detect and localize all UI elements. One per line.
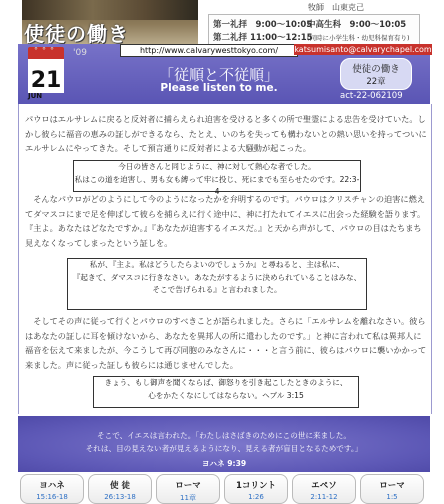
series-badge — [340, 58, 412, 90]
quote-line: 私が、『主よ。私はどうしたらよいのでしょうか』と尋ねると、主は私に、 — [89, 260, 345, 269]
conclusion-line-2: それは、目の見えない者が見えるようになり、見える者が盲目となるためです。」 — [85, 444, 363, 453]
scripture-quote-1 — [73, 160, 361, 196]
pastor-name: 牧師 山東克己 — [308, 3, 364, 12]
youth-class-time: 中高生科 9:00〜10:05 — [307, 20, 407, 30]
tab-book: エペソ — [311, 481, 337, 491]
left-strip — [0, 44, 18, 484]
paragraph-3: そしてその声に従って行くとパウロのすべきことが語られました。さらに「エルサレムを離れなさい。彼らはあなたの証しに耳を傾けないから、あなたを異邦人の所に遣わしたのです。」と神に言われて私は異邦人に福音を伝えて来ましたが、今こうして再び同胞のみなさんに・・・と言う前に、彼らはパウロに襲いかかって来ました。声に従った証しも彼らには通じませんでした。 — [25, 316, 427, 370]
quote-line: 私はこの道を迫害し、男も女も縛って牢に投じ、死にまでも至らせたのです。22:3-4 — [74, 174, 360, 196]
calendar-month: JUN — [28, 92, 43, 100]
paragraph-2: そんなパウロがどのようにして今のようになったかを弁明するのです。パウロはクリスチャンの迫害に燃えてダマスコにまで足を伸ばして彼らを捕らえに行く途中に、神に打たれてイエスに出会った経験を語ります。『主よ。あなたはどなたですか。』『あなたが迫害するイエスだ。』と天から声がして、パウロの目はたちまち見えなくなってしまったという証しを。 — [25, 194, 426, 248]
banner-photo-shade — [22, 0, 198, 20]
service-time-2: 第二礼拝 11:00〜12:15 — [213, 33, 313, 43]
series-chapter: 22章 — [366, 77, 386, 87]
calendar-icon — [28, 47, 64, 99]
banner-title: 使徒の働き — [24, 22, 129, 44]
calendar-year: '09 — [73, 48, 87, 58]
tab-reference-1[interactable] — [20, 474, 84, 504]
quote-line: 『起きて、ダマスコに行きなさい。あなたがするように決められていることはみな、 — [72, 272, 362, 282]
tab-book: 使 徒 — [110, 481, 130, 491]
sermon-title: 「従順と不従順」 — [158, 66, 279, 84]
calendar-day: 21 — [30, 68, 62, 93]
scripture-quote-3 — [93, 376, 359, 408]
kids-class-note: (同時に小学生科・幼児科保育有り) — [307, 34, 410, 42]
sermon-code: act-22-062109 — [340, 91, 403, 101]
tab-ref: 1:26 — [248, 493, 264, 501]
tab-reference-4[interactable] — [224, 474, 288, 504]
service-times-box — [208, 14, 420, 46]
series-name: 使徒の働き — [352, 64, 400, 75]
banner-photo — [22, 0, 198, 44]
header-panel — [18, 44, 430, 104]
tab-reference-3[interactable] — [156, 474, 220, 504]
service-time-1: 第一礼拝 9:00〜10:05 — [213, 20, 313, 30]
calendar-top — [28, 47, 64, 59]
tab-book: ローマ — [379, 481, 405, 491]
tab-book: ヨハネ — [39, 481, 65, 491]
quote-line: 心をかたくなにしてはならない。ヘブル 3:15 — [148, 390, 304, 400]
quote-line: 今日の皆さんと同じように、神に対して熱心な者でした。 — [118, 162, 316, 171]
tab-ref: 11章 — [180, 494, 196, 502]
conclusion-reference: ヨハネ 9:39 — [201, 459, 247, 468]
quote-line: きょう、もし御声を聞くならば、御怒りを引き起こしたときのように、 — [104, 378, 348, 387]
reference-tabs — [0, 472, 444, 504]
tab-reference-6[interactable] — [360, 474, 424, 504]
tab-ref: 2:11-12 — [310, 493, 338, 501]
tab-book: ローマ — [175, 481, 201, 491]
scripture-quote-2 — [67, 258, 367, 310]
top-banner — [0, 0, 444, 44]
tab-reference-2[interactable] — [88, 474, 152, 504]
quote-line: そこで告げられる』と言われました。 — [152, 285, 282, 294]
calendar-rings: °°° — [34, 46, 58, 55]
website-url-link[interactable]: http://www.calvarywesttokyo.com/ — [120, 44, 298, 57]
tab-ref: 15:16-18 — [36, 493, 68, 501]
tab-ref: 1:5 — [386, 493, 398, 501]
tab-ref: 26:13-18 — [104, 493, 136, 501]
conclusion-line-1: そこで、イエスは言われた。「わたしはさばきのためにこの世に来ました。 — [97, 431, 351, 440]
sermon-body — [18, 104, 432, 414]
tab-book: 1コリント — [236, 481, 276, 491]
tab-reference-5[interactable] — [292, 474, 356, 504]
conclusion-panel — [18, 414, 430, 474]
paragraph-1: パウロはエルサレムに戻ると反対者に捕らえられ迫害を受けると多くの所で聖霊による忠告を受けていた。しかし彼らに福音の恵みの証しができるなら、たとえ、いのちを失っても構わないとの熱い思いを持ってついにエルサレムにやってきた。そして預言通りに反対者による大騒動が起こった。 — [25, 114, 427, 153]
sermon-subtitle: Please listen to me. — [160, 82, 278, 94]
calendar-page — [28, 59, 64, 93]
email-link[interactable]: katsumisanto@calvarychapel.com — [294, 45, 432, 54]
